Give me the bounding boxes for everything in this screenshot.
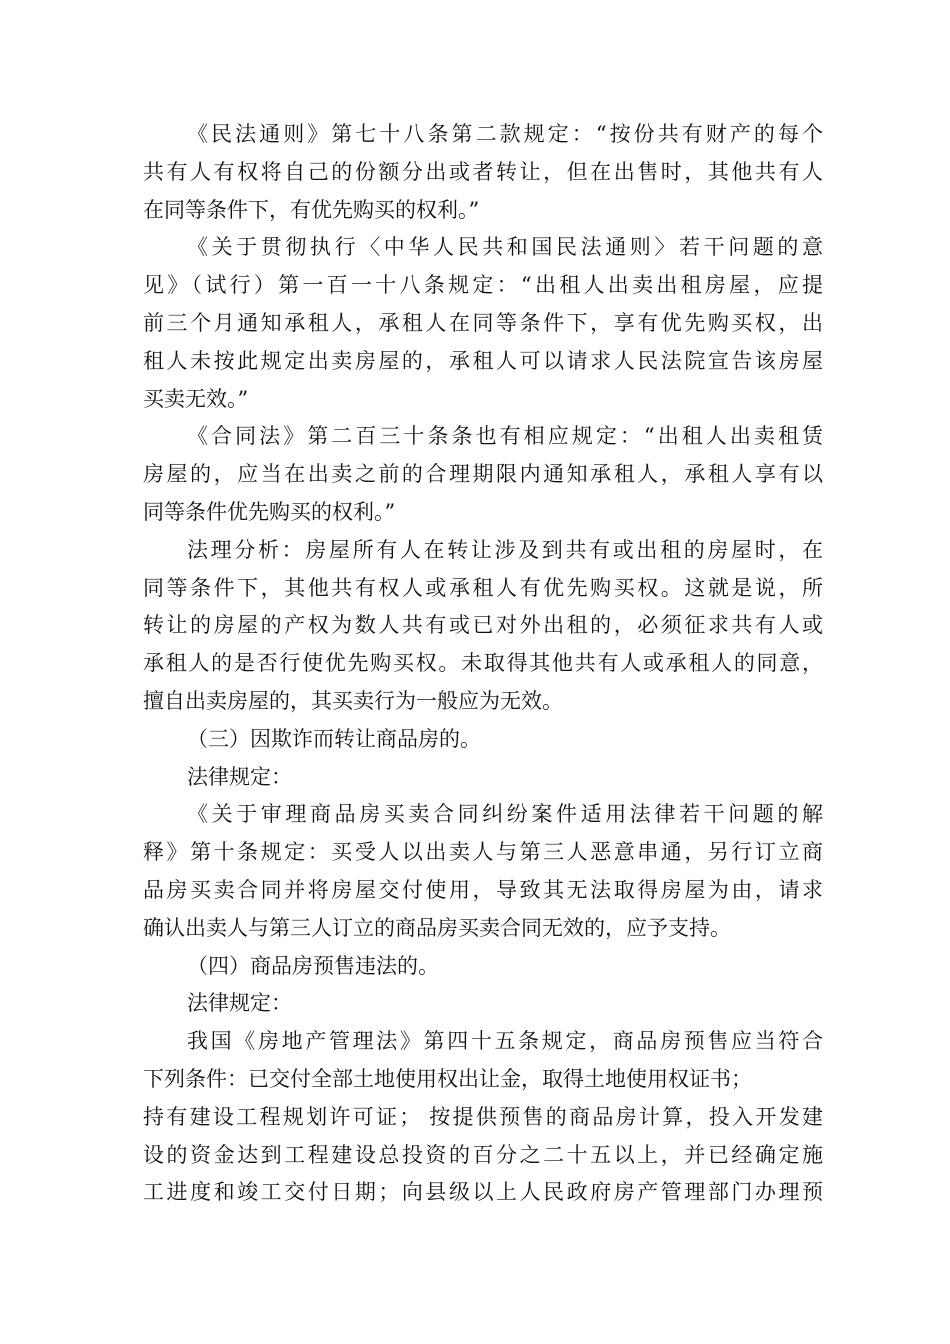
text-line: （三）因欺诈而转让商品房的。 [187, 726, 481, 751]
text-line: 持有建设工程规划许可证； 按提供预售的商品房计算，投入开发建 [143, 1104, 823, 1129]
text-line: 品房买卖合同并将房屋交付使用，导致其无法取得房屋为由，请求 [143, 877, 823, 902]
text-line: 法理分析：房屋所有人在转让涉及到共有或出租的房屋时，在 [187, 537, 823, 562]
text-line: 租人未按此规定出卖房屋的，承租人可以请求人民法院宣告该房屋 [143, 348, 823, 373]
text-line: 买卖无效。” [143, 386, 249, 411]
text-line: 我国《房地产管理法》第四十五条规定，商品房预售应当符合 [187, 1029, 823, 1054]
text-line: 工进度和竣工交付日期；向县级以上人民政府房产管理部门办理预 [143, 1180, 823, 1205]
text-line: 《关于贯彻执行〈中华人民共和国民法通则〉若干问题的意 [187, 235, 823, 260]
text-line: 同等条件优先购买的权利。” [143, 499, 396, 524]
text-line: 见》（试行）第一百一十八条规定：“出租人出卖出租房屋，应提 [143, 273, 823, 298]
text-line: 转让的房屋的产权为数人共有或已对外出租的，必须征求共有人或 [143, 613, 823, 638]
text-line: 《合同法》第二百三十条条也有相应规定：“出租人出卖租赁 [187, 424, 823, 449]
text-line: 房屋的，应当在出卖之前的合理期限内通知承租人，承租人享有以 [143, 462, 823, 487]
text-line: 法律规定： [187, 991, 292, 1016]
text-line: 《民法通则》第七十八条第二款规定：“按份共有财产的每个 [187, 122, 823, 146]
text-line: 同等条件下，其他共有权人或承租人有优先购买权。这就是说，所 [143, 575, 823, 600]
text-line: （四）商品房预售违法的。 [187, 953, 439, 978]
text-line: 在同等条件下，有优先购买的权利。” [143, 197, 480, 222]
text-line: 释》第十条规定：买受人以出卖人与第三人恶意串通，另行订立商 [143, 840, 823, 865]
text-line: 设的资金达到工程建设总投资的百分之二十五以上，并已经确定施 [143, 1142, 823, 1167]
text-line: 确认出卖人与第三人订立的商品房买卖合同无效的，应予支持。 [143, 915, 731, 940]
text-line: 承租人的是否行使优先购买权。未取得其他共有人或承租人的同意， [143, 651, 823, 676]
text-line: 《关于审理商品房买卖合同纠纷案件适用法律若干问题的解 [187, 802, 823, 827]
text-line: 前三个月通知承租人，承租人在同等条件下，享有优先购买权，出 [143, 310, 823, 335]
text-line: 共有人有权将自己的份额分出或者转让，但在出售时，其他共有人 [143, 159, 823, 184]
text-line: 法律规定： [187, 764, 292, 789]
text-line: 擅自出卖房屋的，其买卖行为一般应为无效。 [143, 688, 563, 713]
text-line: 下列条件：已交付全部土地使用权出让金，取得土地使用权证书； [143, 1066, 752, 1091]
document-body [143, 116, 823, 1212]
